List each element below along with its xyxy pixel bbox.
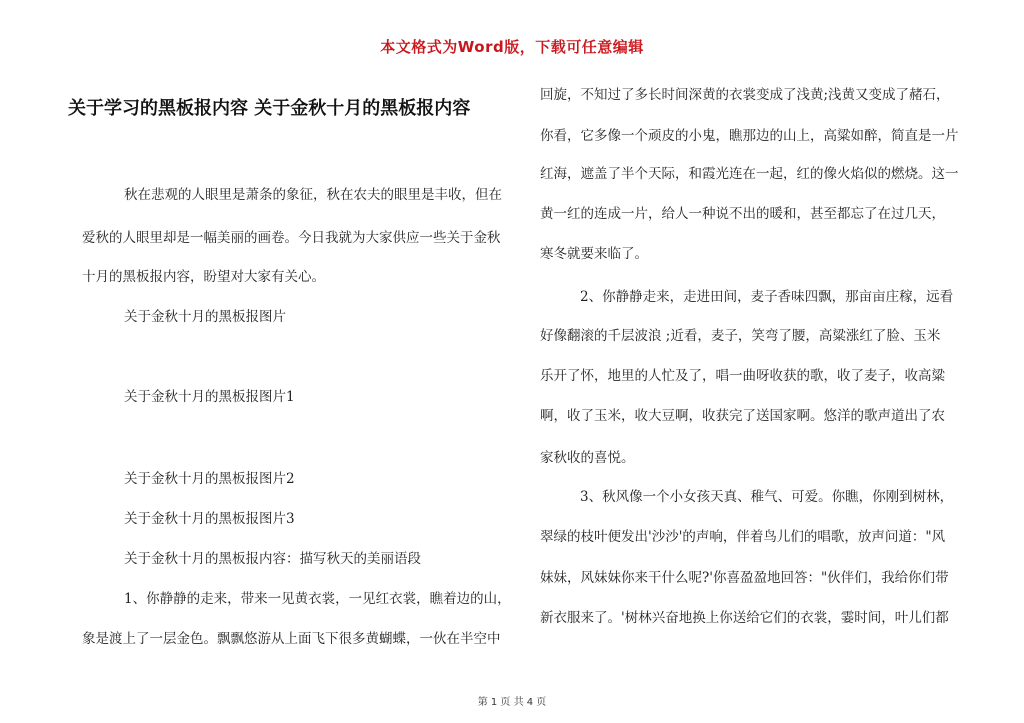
word-format-banner: 本文格式为Word版，下载可任意编辑 bbox=[380, 38, 644, 56]
paragraph-line: 翠绿的枝叶便发出'沙沙'的声响，伴着鸟儿们的唱歌，放声问道："风 bbox=[540, 529, 946, 545]
paragraph-line: 啊，收了玉米，收大豆啊，收获完了送国家啊。悠洋的歌声道出了农 bbox=[540, 408, 945, 424]
paragraph-line: 十月的黑板报内容，盼望对大家有关心。 bbox=[82, 269, 325, 285]
paragraph-line: 好像翻滚的千层波浪 ;近看，麦子，笑弯了腰，高粱涨红了脸、玉米 bbox=[540, 328, 941, 344]
page-number: 第 1 页 共 4 页 bbox=[477, 697, 547, 708]
paragraph-line: 象是渡上了一层金色。飘飘悠游从上面飞下很多黄蝴蝶，一伙在半空中 bbox=[82, 631, 501, 647]
paragraph-line: 1、你静静的走来，带来一见黄衣裳，一见红衣裳，瞧着边的山， bbox=[124, 591, 511, 607]
paragraph-line: 回旋，不知过了多长时间深黄的衣裳变成了浅黄;浅黄又变成了赭石， bbox=[540, 87, 950, 103]
image-caption: 关于金秋十月的黑板报图片2 bbox=[124, 471, 295, 487]
image-caption: 关于金秋十月的黑板报图片3 bbox=[124, 511, 295, 527]
paragraph-line: 妹妹，风妹妹你来干什么呢?'你喜盈盈地回答："伙伴们，我给你们带 bbox=[540, 570, 949, 586]
paragraph-line: 你看，它多像一个顽皮的小鬼，瞧那边的山上，高粱如醉，简直是一片 bbox=[540, 128, 959, 144]
paragraph-line: 黄一红的连成一片，给人一种说不出的暖和，甚至都忘了在过几天， bbox=[540, 206, 945, 222]
paragraph-line: 秋在悲观的人眼里是萧条的象征，秋在农夫的眼里是丰收，但在 bbox=[124, 187, 502, 203]
paragraph-line: 3、秋风像一个小女孩天真、稚气、可爱。你瞧，你刚到树林， bbox=[580, 489, 954, 505]
paragraph-line: 新衣服来了。'树林兴奋地换上你送给它们的衣裳，霎时间，叶儿们都 bbox=[540, 610, 949, 626]
paragraph-line: 爱秋的人眼里却是一幅美丽的画卷。今日我就为大家供应一些关于金秋 bbox=[82, 230, 501, 246]
paragraph-line: 寒冬就要来临了。 bbox=[540, 246, 648, 262]
image-caption: 关于金秋十月的黑板报图片 bbox=[124, 309, 286, 325]
paragraph-line: 红海，遮盖了半个天际，和霞光连在一起，红的像火焰似的燃烧。这一 bbox=[540, 166, 959, 182]
section-heading: 关于金秋十月的黑板报内容：描写秋天的美丽语段 bbox=[124, 551, 421, 567]
paragraph-line: 家秋收的喜悦。 bbox=[540, 450, 635, 466]
paragraph-line: 2、你静静走来，走进田间，麦子香味四飘，那亩亩庄稼，远看 bbox=[580, 289, 954, 305]
image-caption: 关于金秋十月的黑板报图片1 bbox=[124, 389, 295, 405]
paragraph-line: 乐开了怀，地里的人忙及了，唱一曲呀收获的歌，收了麦子，收高粱 bbox=[540, 368, 945, 384]
document-title: 关于学习的黑板报内容 关于金秋十月的黑板报内容 bbox=[68, 98, 471, 119]
